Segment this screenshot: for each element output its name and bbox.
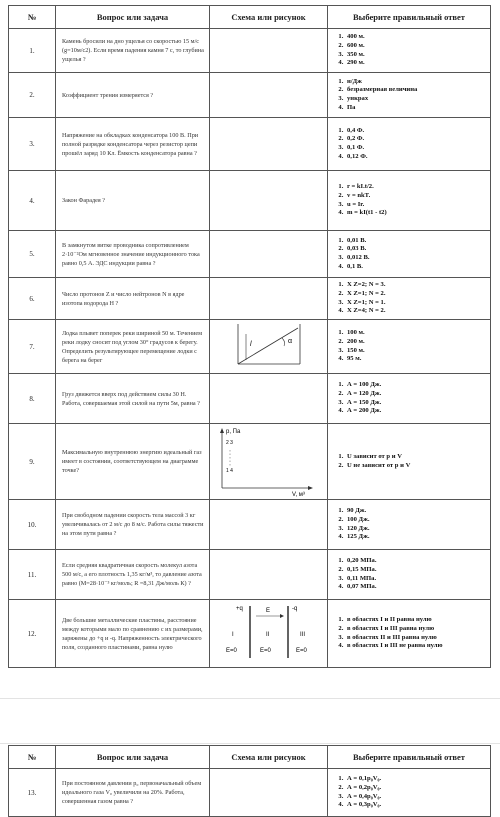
question-text: Если средняя квадратичная скорость молекул азота 500 м/с, а его плотность 1,35 кг/м³, то давление азота равно (M=28·10⁻³ кг/моль; R =8,31 Дж/моль К) ? bbox=[56, 550, 210, 600]
answer-option[interactable]: 2. v = nkT. bbox=[345, 192, 487, 201]
answer-option[interactable]: 3. X Z=1; N = 1. bbox=[345, 299, 487, 308]
region-ii: II bbox=[266, 632, 270, 638]
answer-option[interactable]: 1. 0,20 МПа. bbox=[345, 557, 487, 566]
answer-option[interactable]: 1. 100 м. bbox=[345, 329, 487, 338]
answer-options bbox=[328, 171, 491, 231]
question-text: Закон Фарадея ? bbox=[56, 171, 210, 231]
table-header bbox=[9, 746, 491, 769]
row-number: 6. bbox=[9, 278, 56, 320]
row-number: 5. bbox=[9, 231, 56, 278]
header-answer: Выберите правильный ответ bbox=[328, 746, 491, 769]
answer-option[interactable]: 2. U не зависит от p и V bbox=[345, 462, 487, 471]
pv-diagram bbox=[210, 424, 328, 498]
row-number: 11. bbox=[9, 550, 56, 600]
answer-option[interactable]: 4. 0,1 В. bbox=[345, 263, 487, 272]
diagram-cell bbox=[210, 500, 328, 550]
field-zero-right: E=0 bbox=[296, 648, 307, 654]
answer-options bbox=[328, 29, 491, 73]
table-row bbox=[9, 231, 491, 278]
row-number: 3. bbox=[9, 118, 56, 171]
answer-option[interactable]: 1. 90 Дж. bbox=[345, 507, 487, 516]
answer-option[interactable]: 3. u = Ir. bbox=[345, 201, 487, 210]
answer-option[interactable]: 3. 0,1 Ф. bbox=[345, 144, 487, 153]
answer-options bbox=[328, 424, 491, 500]
answer-option[interactable]: 4. А = 200 Дж. bbox=[345, 407, 487, 416]
answer-option[interactable]: 2. 0,2 Ф. bbox=[345, 135, 487, 144]
answer-option[interactable]: 2. 200 м. bbox=[345, 338, 487, 347]
answer-option[interactable]: 4. 290 м. bbox=[345, 59, 487, 68]
charge-plus: +q bbox=[236, 606, 243, 612]
field-arrowhead bbox=[280, 614, 284, 618]
plates-diagram bbox=[210, 600, 328, 662]
diagram-cell bbox=[210, 374, 328, 424]
page-break bbox=[0, 698, 500, 744]
answer-options bbox=[328, 73, 491, 118]
table-row bbox=[9, 600, 491, 668]
question-text: Груз движется вверх под действием силы 30 Н. Работа, совершаемая этой силой на пути 5м, равна ? bbox=[56, 374, 210, 424]
answer-option[interactable]: 2. в областях I и III равна нулю bbox=[345, 625, 487, 634]
row-number: 4. bbox=[9, 171, 56, 231]
length-label: l bbox=[250, 341, 252, 348]
v-axis-arrow bbox=[308, 486, 313, 490]
answer-option[interactable]: 4. 0,12 Ф. bbox=[345, 153, 487, 162]
answer-options bbox=[328, 600, 491, 668]
table-row bbox=[9, 769, 491, 817]
diagram-cell bbox=[210, 424, 328, 500]
river-diagram bbox=[210, 320, 328, 368]
table-row bbox=[9, 500, 491, 550]
test-table bbox=[8, 5, 491, 668]
test-page-2 bbox=[8, 745, 490, 817]
diagram-cell bbox=[210, 171, 328, 231]
p-axis-label: p, Па bbox=[226, 429, 241, 435]
table-row bbox=[9, 118, 491, 171]
answer-options bbox=[328, 320, 491, 374]
answer-option[interactable]: 3. в областях II и III равна нулю bbox=[345, 634, 487, 643]
row-number: 13. bbox=[9, 769, 56, 817]
answer-options bbox=[328, 374, 491, 424]
answer-option[interactable]: 1. н/Дж bbox=[345, 78, 487, 87]
table-row bbox=[9, 29, 491, 73]
header-num: № bbox=[9, 6, 56, 29]
region-iii: III bbox=[300, 632, 306, 638]
answer-option[interactable]: 4. m = kI(t1 - t2) bbox=[345, 209, 487, 218]
answer-option[interactable]: 2. безразмерная величина bbox=[345, 86, 487, 95]
answer-options bbox=[328, 769, 491, 817]
table-row bbox=[9, 171, 491, 231]
header-diagram: Схема или рисунок bbox=[210, 746, 328, 769]
answer-option[interactable]: 1. в областях I и II равна нулю bbox=[345, 616, 487, 625]
displacement-vector bbox=[238, 328, 298, 364]
answer-options bbox=[328, 231, 491, 278]
answer-option[interactable]: 2. А = 0,2p₀V₀. bbox=[345, 784, 487, 793]
answer-option[interactable]: 1. X Z=2; N = 3. bbox=[345, 281, 487, 290]
table-row bbox=[9, 73, 491, 118]
question-text: Коэффициент трения измеряется ? bbox=[56, 73, 210, 118]
field-label: E bbox=[266, 608, 271, 614]
question-text: При свободном падении скорость тела массой 3 кг увеличивалась от 2 м/с до 8 м/с. Работа силы тяжести на этом пути равна ? bbox=[56, 500, 210, 550]
answer-option[interactable]: 3. 0,11 МПа. bbox=[345, 575, 487, 584]
answer-option[interactable]: 4. 0,07 МПа. bbox=[345, 583, 487, 592]
row-number: 10. bbox=[9, 500, 56, 550]
diagram-cell bbox=[210, 231, 328, 278]
answer-option[interactable]: 1. 0,4 Ф. bbox=[345, 127, 487, 136]
answer-option[interactable]: 3. ункрах bbox=[345, 95, 487, 104]
test-table-continued bbox=[8, 745, 491, 817]
row-number: 9. bbox=[9, 424, 56, 500]
table-row bbox=[9, 278, 491, 320]
diagram-cell bbox=[210, 118, 328, 171]
answer-option[interactable]: 2. А = 120 Дж. bbox=[345, 390, 487, 399]
row-number: 2. bbox=[9, 73, 56, 118]
answer-option[interactable]: 3. 0,012 В. bbox=[345, 254, 487, 263]
answer-options bbox=[328, 118, 491, 171]
angle-arc bbox=[282, 338, 285, 346]
table-row bbox=[9, 374, 491, 424]
header-question: Вопрос или задача bbox=[56, 746, 210, 769]
p-axis-arrow bbox=[220, 428, 224, 433]
header-diagram: Схема или рисунок bbox=[210, 6, 328, 29]
diagram-cell bbox=[210, 769, 328, 817]
test-page-1 bbox=[8, 5, 490, 695]
diagram-cell bbox=[210, 320, 328, 374]
field-zero-middle: E=0 bbox=[260, 648, 271, 654]
answer-option[interactable]: 3. 150 м. bbox=[345, 347, 487, 356]
diagram-cell bbox=[210, 278, 328, 320]
header-question: Вопрос или задача bbox=[56, 6, 210, 29]
answer-option[interactable]: 1. А = 100 Дж. bbox=[345, 381, 487, 390]
answer-option[interactable]: 2. X Z=1; N = 2. bbox=[345, 290, 487, 299]
question-text: Напряжение на обкладках конденсатора 100 В. При полной разрядке конденсатора через резистор цепи прошёл заряд 10 Кл. Ёмкость конденсатора равна ? bbox=[56, 118, 210, 171]
charge-minus: -q bbox=[292, 606, 298, 612]
answer-option[interactable]: 2. 600 м. bbox=[345, 42, 487, 51]
diagram-cell bbox=[210, 73, 328, 118]
region-i: I bbox=[232, 632, 234, 638]
question-text: Камень бросили на дно ущелья со скоростью 15 м/с (g=10м/с2). Если время падения камня 7 с, то глубина ущелья ? bbox=[56, 29, 210, 73]
table-row bbox=[9, 424, 491, 500]
field-zero-left: E=0 bbox=[226, 648, 237, 654]
state-points-bottom: 1 4 bbox=[226, 468, 233, 474]
answer-option[interactable]: 3. 350 м. bbox=[345, 51, 487, 60]
question-text: Число протонов Z и число нейтронов N в ядре изотопа водорода H ? bbox=[56, 278, 210, 320]
answer-options bbox=[328, 500, 491, 550]
angle-label: α bbox=[288, 338, 293, 345]
question-text: В замкнутом витке проводника сопротивлением 2·10⁻²Ом мгновенное значение индукционного тока равно 0,5 А. ЭДС индукции равна ? bbox=[56, 231, 210, 278]
answer-option[interactable]: 4. 125 Дж. bbox=[345, 533, 487, 542]
row-number: 8. bbox=[9, 374, 56, 424]
table-row bbox=[9, 320, 491, 374]
question-text: Две большие металлические пластины, расстояние между которыми мало по сравнению с их размерами, заряжены до +q и -q. Напряженность электрического поля, созданного пластинами, равна нулю bbox=[56, 600, 210, 668]
question-text: Лодка плывет поперек реки шириной 50 м. Течением реки лодку сносит под углом 30° градусов к берегу. Определить результирующее перемещение лодки с берега на берег bbox=[56, 320, 210, 374]
answer-options bbox=[328, 550, 491, 600]
state-points-top: 2 3 bbox=[226, 440, 233, 446]
answer-option[interactable]: 3. А = 0,4p₀V₀. bbox=[345, 793, 487, 802]
answer-option[interactable]: 2. 0,15 МПа. bbox=[345, 566, 487, 575]
row-number: 12. bbox=[9, 600, 56, 668]
row-number: 7. bbox=[9, 320, 56, 374]
answer-option[interactable]: 4. 95 м. bbox=[345, 355, 487, 364]
answer-option[interactable]: 2. 0,03 В. bbox=[345, 245, 487, 254]
table-header bbox=[9, 6, 491, 29]
question-text: При постоянном давлении p₀ первоначальный объем идеального газа V₀ увеличили на 20%. Работа, совершенная газом равна ? bbox=[56, 769, 210, 817]
answer-option[interactable]: 3. 120 Дж. bbox=[345, 525, 487, 534]
header-num: № bbox=[9, 746, 56, 769]
answer-option[interactable]: 4. в областях I и III не равна нулю bbox=[345, 642, 487, 651]
answer-option[interactable]: 1. 400 м. bbox=[345, 33, 487, 42]
answer-option[interactable]: 1. 0,01 В. bbox=[345, 237, 487, 246]
answer-option[interactable]: 4. А = 0,3p₀V₀. bbox=[345, 801, 487, 810]
answer-option[interactable]: 1. r = kI.t/2. bbox=[345, 183, 487, 192]
diagram-cell bbox=[210, 600, 328, 668]
answer-option[interactable]: 1. U зависит от p и V bbox=[345, 453, 487, 462]
table-row bbox=[9, 550, 491, 600]
answer-option[interactable]: 1. А = 0,1p₀V₀. bbox=[345, 775, 487, 784]
question-text: Максимальную внутреннюю энергию идеальный газ имеет в состоянии, соответствующем на диаграмме точке? bbox=[56, 424, 210, 500]
answer-option[interactable]: 4. Па bbox=[345, 104, 487, 113]
answer-option[interactable]: 2. 100 Дж. bbox=[345, 516, 487, 525]
row-number: 1. bbox=[9, 29, 56, 73]
v-axis-label: V, м³ bbox=[292, 492, 305, 498]
answer-options bbox=[328, 278, 491, 320]
header-answer: Выберите правильный ответ bbox=[328, 6, 491, 29]
diagram-cell bbox=[210, 29, 328, 73]
diagram-cell bbox=[210, 550, 328, 600]
answer-option[interactable]: 4. X Z=4; N = 2. bbox=[345, 307, 487, 316]
answer-option[interactable]: 3. А = 150 Дж. bbox=[345, 399, 487, 408]
